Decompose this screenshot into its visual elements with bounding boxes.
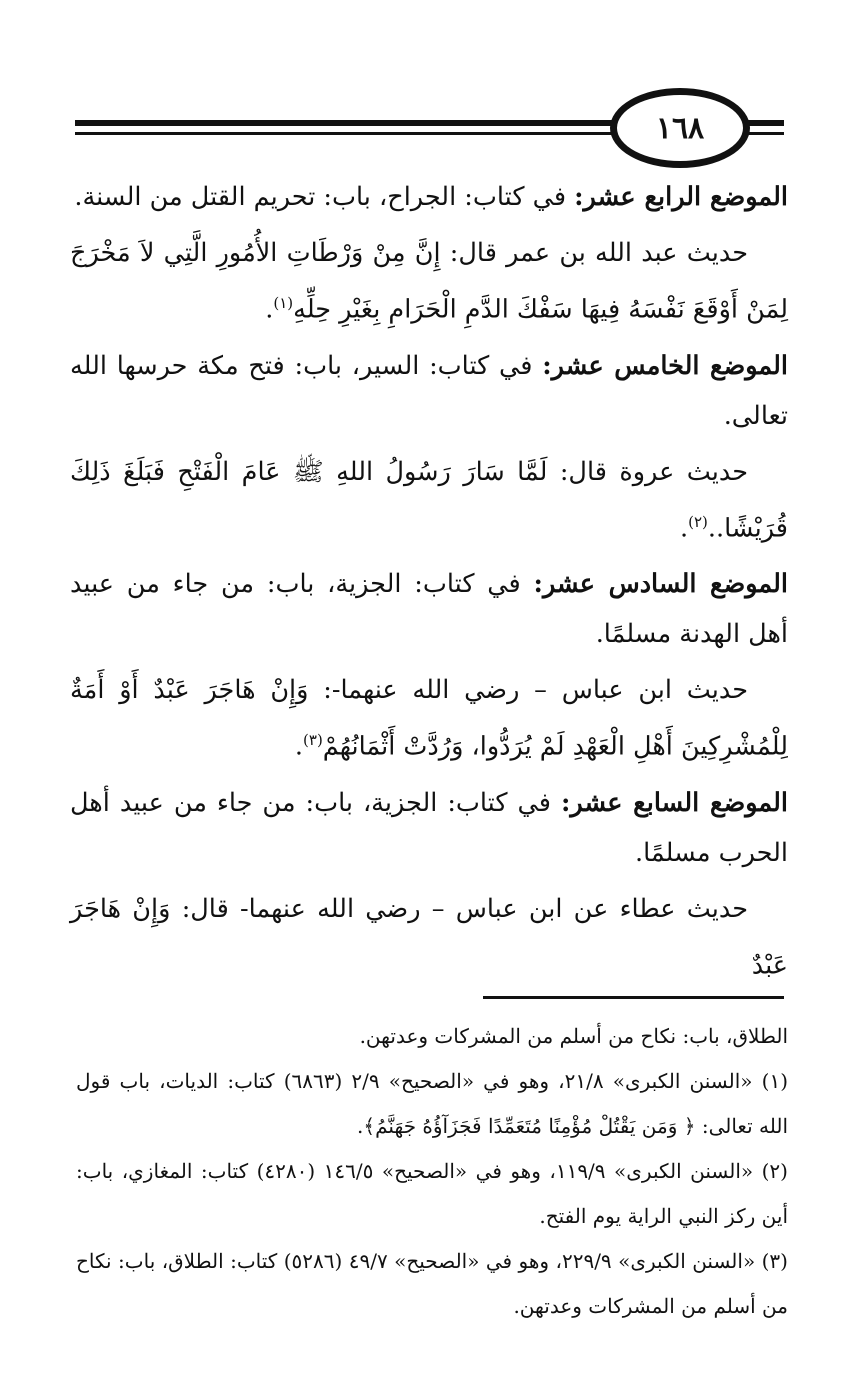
hadith-text: حديث ابن عباس – رضي الله عنهما-: وَإِنْ هَاجَرَ عَبْدٌ أَوْ أَمَةٌ لِلْمُشْرِكِينَ أَهْلِ الْعَهْدِ لَمْ يُرَدُّوا، وَرُدَّتْ أَثْمَانُهُمْ$^{(٣)}$. [70,675,788,762]
section-heading: الموضع الخامس عشر: في كتاب: السير، باب: فتح مكة حرسها الله تعالى. [70,350,789,431]
footnote-ref: (٣) [303,731,323,749]
header-rule-thick [75,120,615,126]
main-text [70,172,788,996]
page-header [0,0,867,175]
footnote: (٢) «السنن الكبرى» ١١٩/٩، وهو في «الصحيح» ١٤٦/٥ (٤٢٨٠) كتاب: المغازي، باب: أين ركز النبي الراية يوم الفتح. [76,1159,788,1228]
footnote-separator [483,996,784,999]
hadith-text: حديث عبد الله بن عمر قال: إِنَّ مِنْ وَرْطَاتِ الأُمُورِ الَّتِي لاَ مَخْرَجَ لِمَنْ أَوْقَعَ نَفْسَهُ فِيهَا سَفْكَ الدَّمِ الْحَرَامِ بِغَيْرِ حِلِّهِ$^{(١)}$. [70,238,788,325]
footnote-ref: (١) [273,294,294,312]
header-rule-right-thick [744,120,784,126]
footnote: الطلاق، باب: نكاح من أسلم من المشركات وعدتهن. [359,1024,788,1048]
header-rule-right-thin [744,132,784,135]
section-heading: الموضع السابع عشر: في كتاب: الجزية، باب: من جاء من عبيد أهل الحرب مسلمًا. [70,787,788,868]
header-rule-thin [75,132,615,135]
footnote: (٣) «السنن الكبرى» ٢٢٩/٩، وهو في «الصحيح» ٤٩/٧ (٥٢٨٦) كتاب: الطلاق، باب: نكاح من أسلم من المشركات وعدتهن. [76,1249,788,1318]
footnote-ref: (٢) [688,512,708,531]
section-heading: الموضع الرابع عشر: في كتاب: الجراح، باب: تحريم القتل من السنة. [74,182,788,212]
hadith-text: حديث عروة قال: لَمَّا سَارَ رَسُولُ اللهِ ﷺ عَامَ الْفَتْحِ فَبَلَغَ ذَلِكَ قُرَيْشًا..$^{(٢)}$. [70,456,788,543]
hadith-text: حديث عطاء عن ابن عباس – رضي الله عنهما- قال: وَإِنْ هَاجَرَ عَبْدٌ [70,893,788,980]
page-number: ١٦٨ [610,88,750,168]
section-heading: الموضع السادس عشر: في كتاب: الجزية، باب: من جاء من عبيد أهل الهدنة مسلمًا. [70,569,788,649]
footnotes [76,1014,788,1329]
footnote: (١) «السنن الكبرى» ٢١/٨، وهو في «الصحيح» ٢/٩ (٦٨٦٣) كتاب: الديات، باب قول الله تعالى: ﴿ وَمَن يَقْتُلْ مُؤْمِنًا مُتَعَمِّدًا فَجَزَآؤُهُ جَهَنَّمُ﴾. [76,1069,788,1138]
